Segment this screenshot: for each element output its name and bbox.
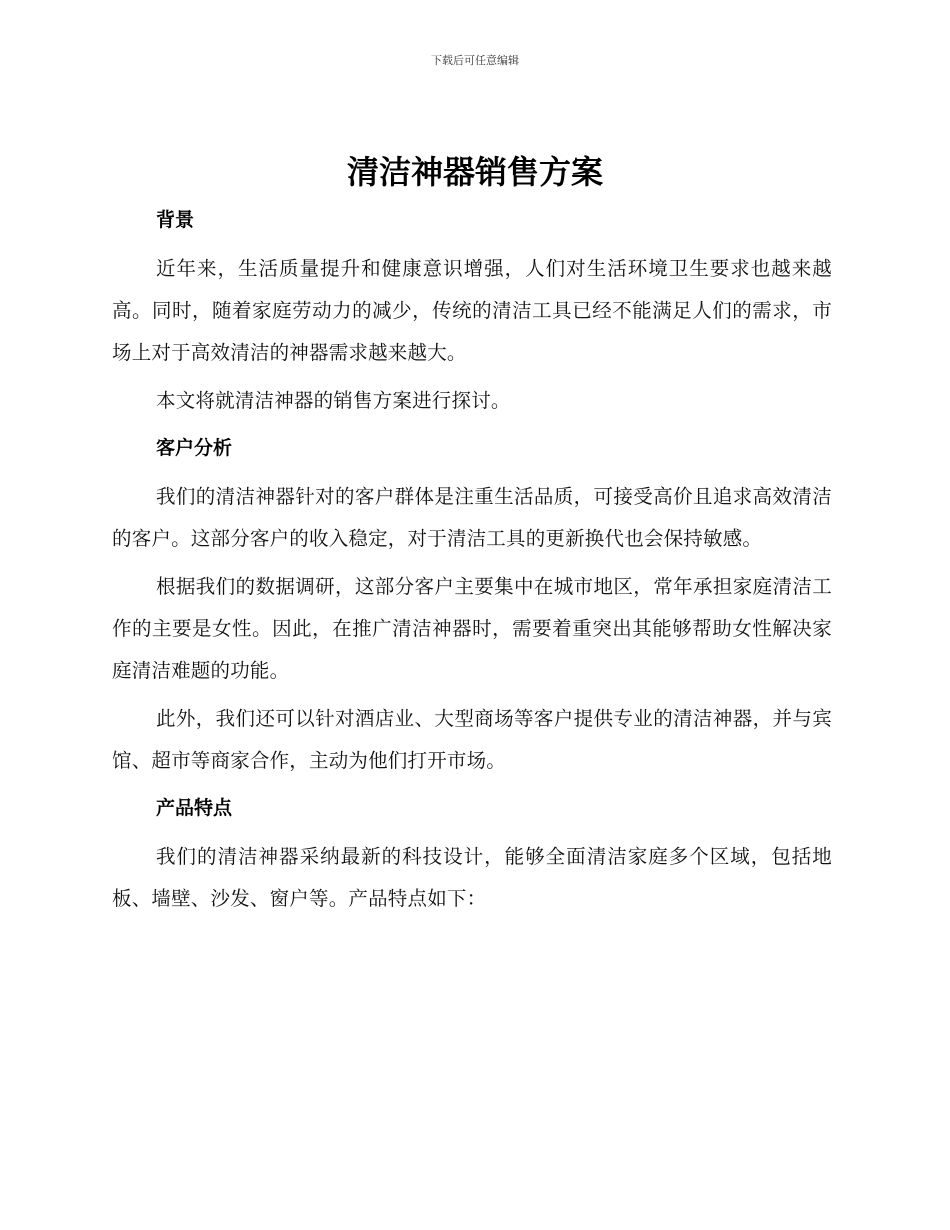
page-header-note: 下载后可任意编辑 (431, 54, 519, 67)
section-product-features (112, 788, 832, 920)
document-body (112, 200, 832, 926)
section-background (112, 200, 832, 422)
paragraph: 此外，我们还可以针对酒店业、大型商场等客户提供专业的清洁神器，并与宾馆、超市等商家合作，主动为他们打开市场。 (112, 707, 832, 772)
paragraph: 我们的清洁神器采纳最新的科技设计，能够全面清洁家庭多个区域，包括地板、墙壁、沙发、窗户等。产品特点如下： (112, 845, 832, 910)
document-title: 清洁神器销售方案 (346, 153, 603, 191)
paragraph: 我们的清洁神器针对的客户群体是注重生活品质，可接受高价且追求高效清洁的客户。这部分客户的收入稳定，对于清洁工具的更新换代也会保持敏感。 (112, 485, 832, 550)
paragraph: 本文将就清洁神器的销售方案进行探讨。 (156, 389, 511, 412)
section-customer-analysis (112, 428, 832, 782)
paragraph: 根据我们的数据调研，这部分客户主要集中在城市地区，常年承担家庭清洁工作的主要是女性。因此，在推广清洁神器时，需要着重突出其能够帮助女性解决家庭清洁难题的功能。 (112, 575, 832, 682)
section-heading-product-features: 产品特点 (156, 797, 233, 819)
paragraph: 近年来，生活质量提升和健康意识增强，人们对生活环境卫生要求也越来越高。同时，随着家庭劳动力的减少，传统的清洁工具已经不能满足人们的需求，市场上对于高效清洁的神器需求越来越大。 (112, 257, 832, 364)
section-heading-background: 背景 (156, 209, 195, 231)
section-heading-customer-analysis: 客户分析 (156, 437, 233, 459)
